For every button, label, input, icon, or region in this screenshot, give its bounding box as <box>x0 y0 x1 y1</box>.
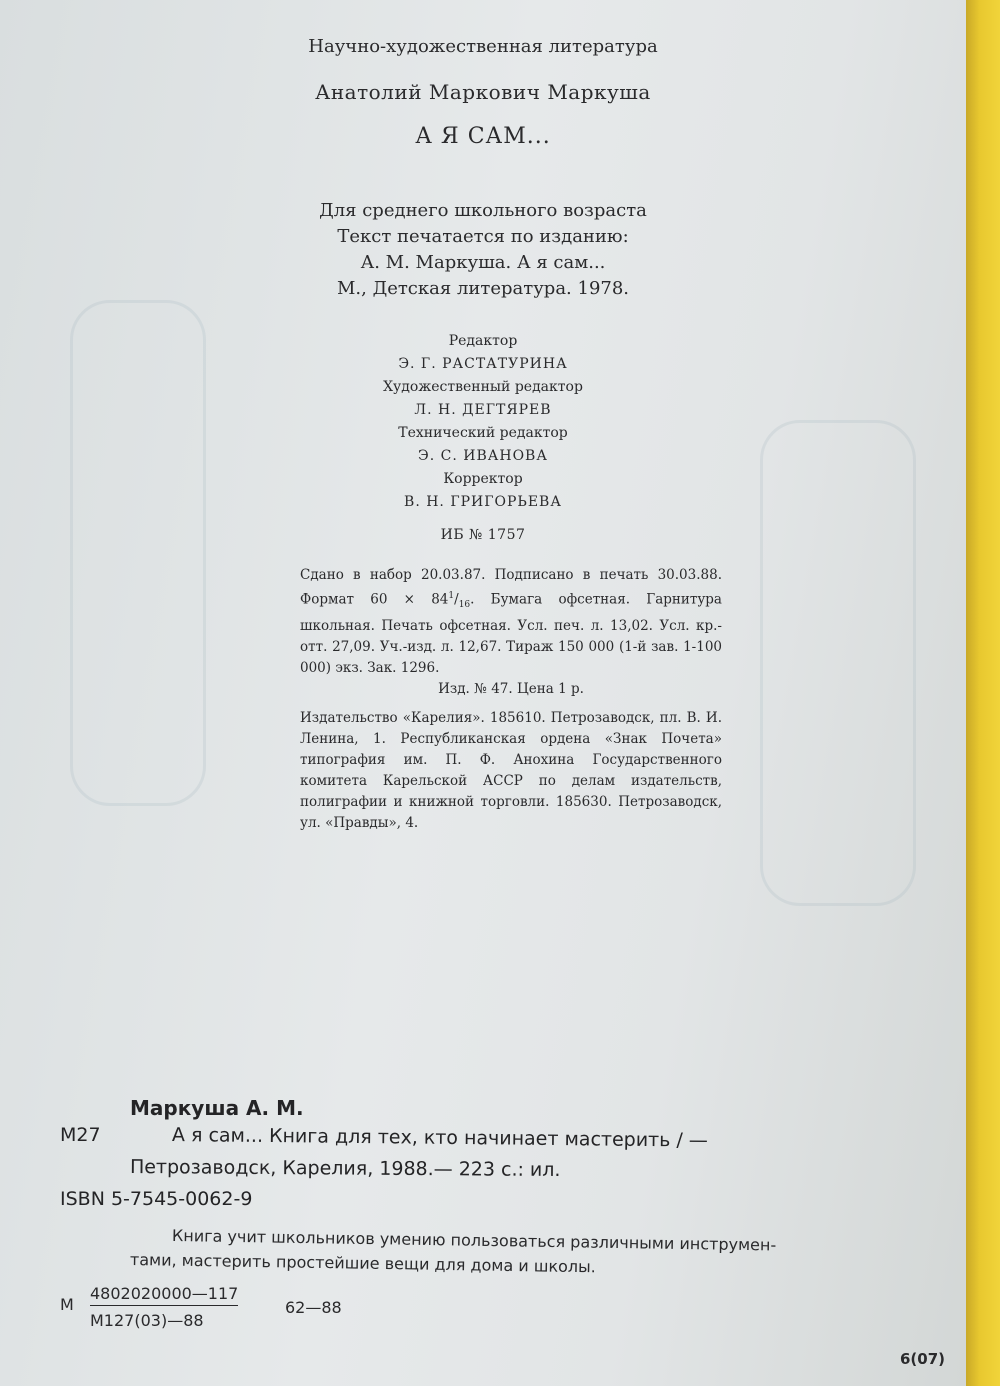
isbn: ISBN 5-7545-0062-9 <box>60 1188 253 1210</box>
credit-role: Технический редактор <box>398 425 568 441</box>
corner-code: 6(07) <box>900 1350 946 1368</box>
author-name: Анатолий Маркович Маркуша <box>315 80 651 104</box>
fraction-suffix: 62—88 <box>285 1298 342 1317</box>
edition-price: Изд. № 47. Цена 1 р. <box>438 681 584 698</box>
credit-name: Э. С. ИВАНОВА <box>418 448 548 464</box>
audience-line: Для среднего школьного возраста <box>319 200 647 221</box>
series-label: Научно-художественная литература <box>308 36 658 57</box>
format-superscript: 1 <box>448 591 455 601</box>
format-subscript: 16 <box>458 600 471 611</box>
audience-line: Текст печатается по изданию: <box>337 226 629 247</box>
bib-index: М27 <box>60 1124 101 1146</box>
annotation-line: тами, мастерить простейшие вещи для дома и школы. <box>129 1250 596 1277</box>
audience-block <box>0 198 966 302</box>
credit-name: Л. Н. ДЕГТЯРЕВ <box>414 402 552 418</box>
fraction-letter: М <box>60 1295 74 1314</box>
cover-edge <box>966 0 1000 1386</box>
annotation-line: Книга учит школьников умению пользоваться различными инструмен- <box>171 1226 777 1255</box>
credit-role: Художественный редактор <box>383 379 583 395</box>
print-details: Сдано в набор 20.03.87. Подписано в печать 30.03.88. Формат $60 \times 84^1/_{16}$. Бумага офсетная. Гарнитура школьная. Печать офсетная. Усл. печ. л. 13,02. Усл. кр.-отт. 27,09. Уч.-изд. л. 12,67. Тираж 150 000 (1-й зав. 1-100 000) экз. Зак. 1296. <box>300 567 722 677</box>
fraction-numerator: 4802020000—117 <box>90 1284 238 1306</box>
credit-role: Редактор <box>448 333 518 349</box>
bib-publication: Петрозаводск, Карелия, 1988.— 223 с.: ил. <box>129 1156 561 1182</box>
credit-role: Корректор <box>443 471 523 487</box>
audience-line: А. М. Маркуша. А я сам... <box>360 252 606 273</box>
bib-title: А я сам... Книга для тех, кто начинает мастерить / — <box>171 1124 708 1152</box>
publisher-info: Издательство «Карелия». 185610. Петрозаводск, пл. В. И. Ленина, 1. Республиканская ордена «Знак Почета» типография им. П. Ф. Анохина Государственного комитета Карельской АССР по делам издательств, полиграфии и книжной торговли. 185630. Петрозаводск, ул. «Правды», 4. <box>300 710 722 832</box>
book-title: А Я САМ... <box>415 124 551 149</box>
ib-number: ИБ № 1757 <box>440 527 526 543</box>
fraction-denominator: М127(03)—88 <box>90 1311 204 1330</box>
imprint-block <box>300 565 722 834</box>
credits-block <box>0 330 966 514</box>
audience-line: М., Детская литература. 1978. <box>336 278 630 299</box>
credit-name: Э. Г. РАСТАТУРИНА <box>398 356 568 372</box>
credit-name: В. Н. ГРИГОРЬЕВА <box>404 494 562 510</box>
bib-author: Маркуша А. М. <box>130 1096 304 1120</box>
